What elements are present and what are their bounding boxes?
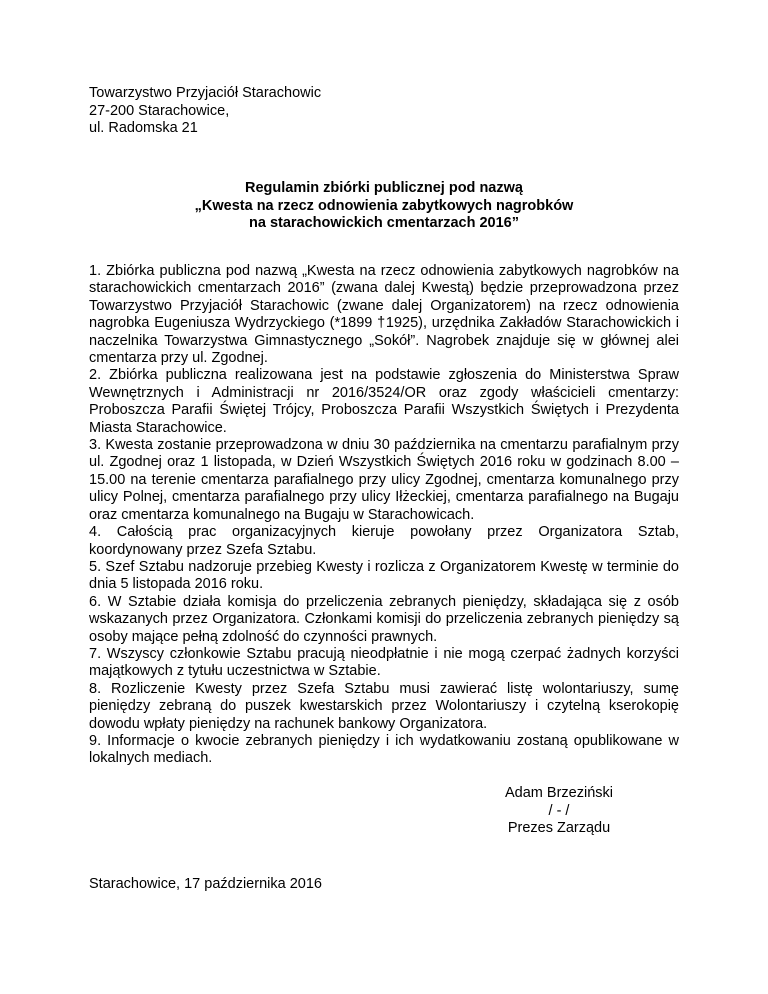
clause-7: 7. Wszyscy członkowie Sztabu pracują nieodpłatnie i nie mogą czerpać żadnych korzyści majątkowych z tytułu uczestnictwa w Sztabie. (89, 645, 679, 680)
clause-1: 1. Zbiórka publiczna pod nazwą „Kwesta na rzecz odnowienia zabytkowych nagrobków na starachowickich cmentarzach 2016” (zwana dalej Kwestą) będzie przeprowadzona przez Towarzystwo Przyjaciół Starachowic (zwane dalej Organizatorem) na rzecz odnowienia nagrobka Eugeniusza Wydrzyckiego (*1899 †1925), urzędnika Zakładów Starachowickich i naczelnika Towarzystwa Gimnastycznego „Sokół”. Nagrobek znajduje się w głównej alei cmentarza przy ul. Zgodnej. (89, 263, 679, 367)
org-name: Towarzystwo Przyjaciół Starachowic (89, 85, 322, 101)
title-line-3: na starachowickich cmentarzach 2016” (249, 215, 519, 231)
regulation-body (89, 263, 679, 768)
sender-address (89, 85, 321, 138)
signatory-role: Prezes Zarządu (507, 820, 611, 836)
clause-5: 5. Szef Sztabu nadzoruje przebieg Kwesty i rozlicza z Organizatorem Kwestę w terminie do dnia 5 listopada 2016 roku. (89, 558, 679, 593)
title-line-1: Regulamin zbiórki publicznej pod nazwą (245, 180, 523, 196)
clause-4: 4. Całością prac organizacyjnych kieruje powołany przez Organizatora Sztab, koordynowany przez Szefa Sztabu. (89, 524, 679, 558)
place-and-date: Starachowice, 17 października 2016 (89, 876, 322, 892)
title-line-2: „Kwesta na rzecz odnowienia zabytkowych nagrobków (194, 197, 574, 214)
signatory-name: Adam Brzeziński (505, 785, 613, 801)
clause-6: 6. W Sztabie działa komisja do przeliczenia zebranych pieniędzy, składająca się z osób wskazanych przez Organizatora. Członkami komisji do przeliczenia zebranych pieniędzy są osoby mające pełną zdolność do czynności prawnych. (89, 593, 679, 645)
street-address: ul. Radomska 21 (89, 120, 198, 136)
clause-2: 2. Zbiórka publiczna realizowana jest na podstawie zgłoszenia do Ministerstwa Spraw Wewnętrznych i Administracji nr 2016/3524/OR oraz zgody właścicieli cmentarzy: Proboszcza Parafii Świętej Trójcy, Proboszcza Parafii Wszystkich Świętych i Prezydenta Miasta Starachowice. (89, 367, 679, 436)
signature-block (505, 785, 613, 838)
postal-city: 27-200 Starachowice, (89, 102, 230, 119)
clause-8: 8. Rozliczenie Kwesty przez Szefa Sztabu musi zawierać listę wolontariuszy, sumę pieniędzy zebraną do puszek kwestarskich przez Wolontariuszy i czytelną kserokopię dowodu wpłaty pieniędzy na rachunek bankowy Organizatora. (89, 680, 679, 732)
document-title (89, 180, 679, 233)
clause-3: 3. Kwesta zostanie przeprowadzona w dniu 30 października na cmentarzu parafialnym przy ul. Zgodnej oraz 1 listopada, w Dzień Wszystkich Świętych 2016 roku w godzinach 8.00 – 15.00 na terenie cmentarza parafialnego przy ulicy Zgodnej, cmentarza komunalnego przy ulicy Polnej, cmentarza parafialnego przy ulicy Iłżeckiej, cmentarza parafialnego na Bugaju oraz cmentarza komunalnego na Bugaju w Starachowicach. (89, 437, 679, 523)
signature-mark: / - / (548, 802, 570, 819)
clause-9: 9. Informacje o kwocie zebranych pieniędzy i ich wydatkowaniu zostaną opublikowane w lokalnych mediach. (89, 732, 679, 767)
